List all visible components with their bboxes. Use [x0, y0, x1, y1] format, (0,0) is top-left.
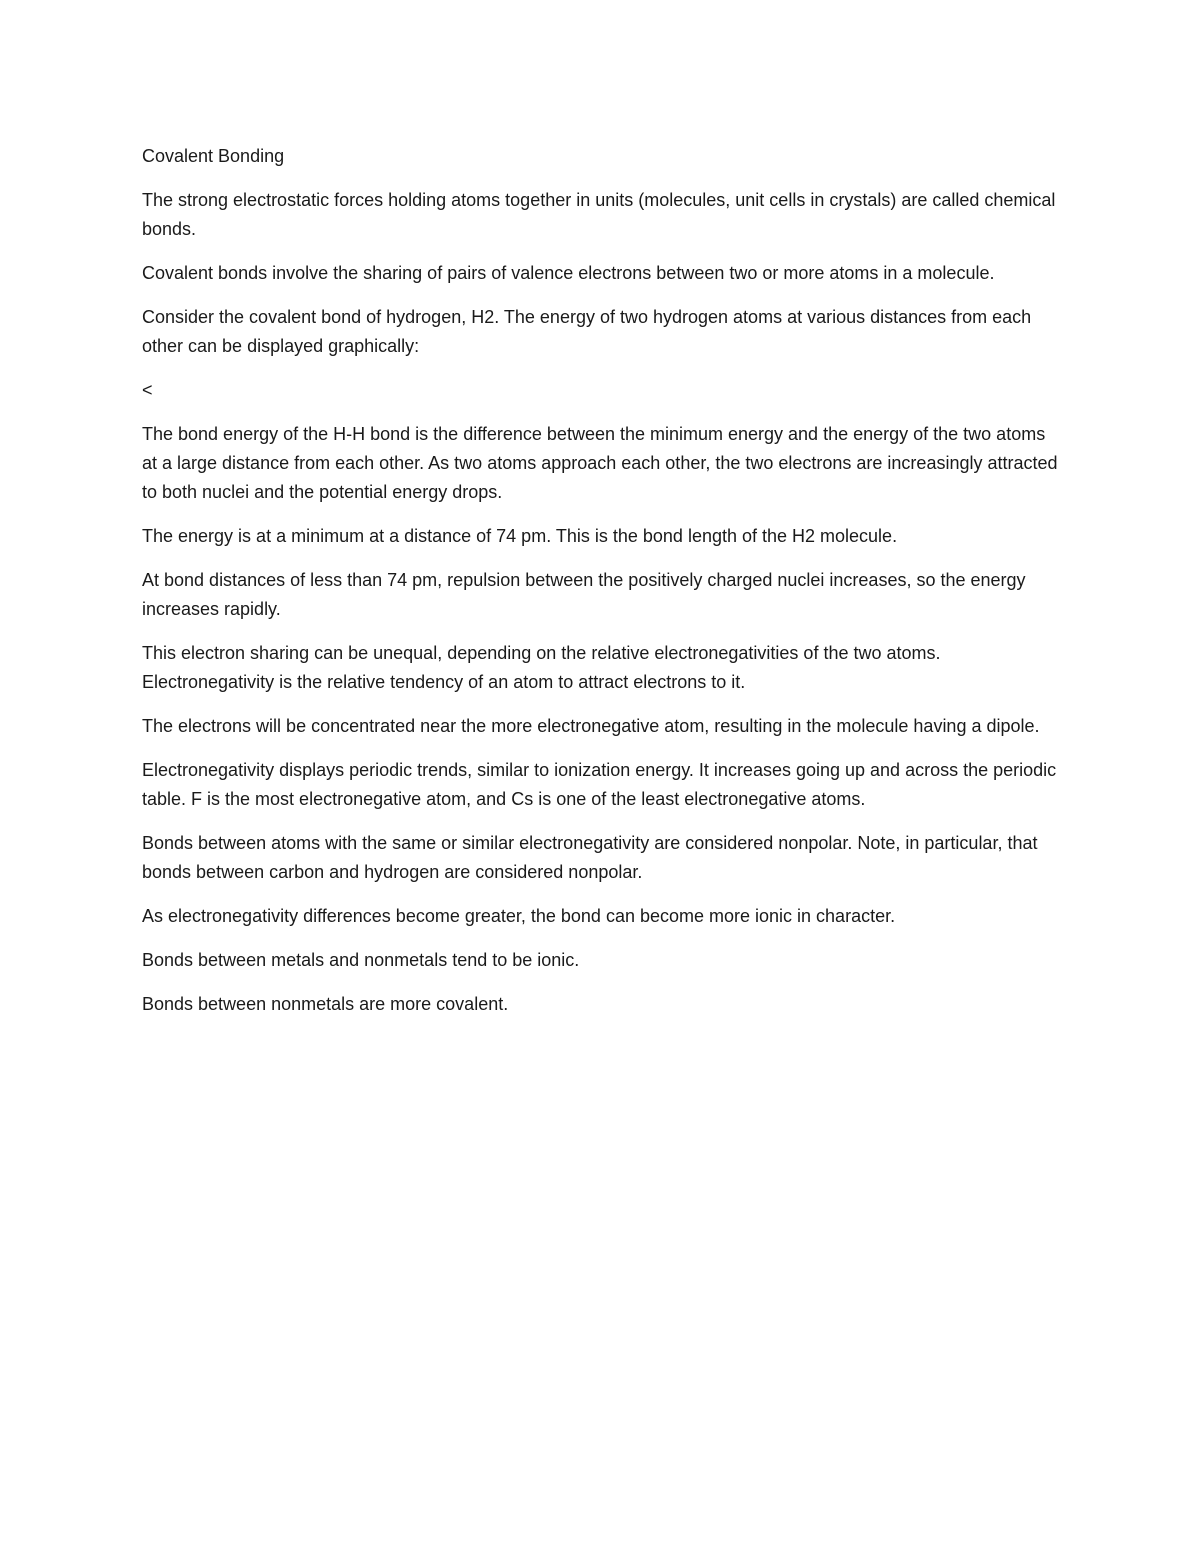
paragraph-hydrogen-bond: Consider the covalent bond of hydrogen, H2. The energy of two hydrogen atoms at various distances from each other can be displayed graphically:	[142, 307, 1032, 356]
paragraph-bond-length: The energy is at a minimum at a distance of 74 pm. This is the bond length of the H2 molecule.	[142, 526, 898, 546]
paragraph-chemical-bonds: The strong electrostatic forces holding atoms together in units (molecules, unit cells in crystals) are called chemical bonds.	[142, 190, 1056, 239]
document-title: Covalent Bonding	[142, 146, 285, 166]
paragraph-unequal-sharing: This electron sharing can be unequal, depending on the relative electronegativities of the two atoms. Electronegativity is the relative tendency of an atom to attract electrons to it.	[142, 643, 941, 692]
paragraph-bond-energy: The bond energy of the H-H bond is the difference between the minimum energy and the energy of the two atoms at a large distance from each other. As two atoms approach each other, the two electrons are increasingly attracted to both nuclei and the potential energy drops.	[142, 424, 1058, 502]
paragraph-covalent-bonds: Covalent bonds involve the sharing of pairs of valence electrons between two or more atoms in a molecule.	[142, 263, 995, 283]
paragraph-repulsion: At bond distances of less than 74 pm, repulsion between the positively charged nuclei increases, so the energy increases rapidly.	[142, 570, 1026, 619]
paragraph-metals-nonmetals: Bonds between metals and nonmetals tend to be ionic.	[142, 950, 580, 970]
paragraph-ionic-character: As electronegativity differences become greater, the bond can become more ionic in character.	[142, 906, 896, 926]
paragraph-nonpolar: Bonds between atoms with the same or similar electronegativity are considered nonpolar. Note, in particular, that bonds between carbon and hydrogen are considered nonpolar.	[142, 833, 1038, 882]
document-body	[142, 142, 1058, 1034]
paragraph-dipole: The electrons will be concentrated near the more electronegative atom, resulting in the molecule having a dipole.	[142, 716, 1040, 736]
paragraph-nonmetals-covalent: Bonds between nonmetals are more covalent.	[142, 994, 509, 1014]
paragraph-periodic-trends: Electronegativity displays periodic trends, similar to ionization energy. It increases going up and across the periodic table. F is the most electronegative atom, and Cs is one of the least electronegative atoms.	[142, 760, 1057, 809]
paragraph-graph-placeholder: <	[142, 380, 153, 400]
